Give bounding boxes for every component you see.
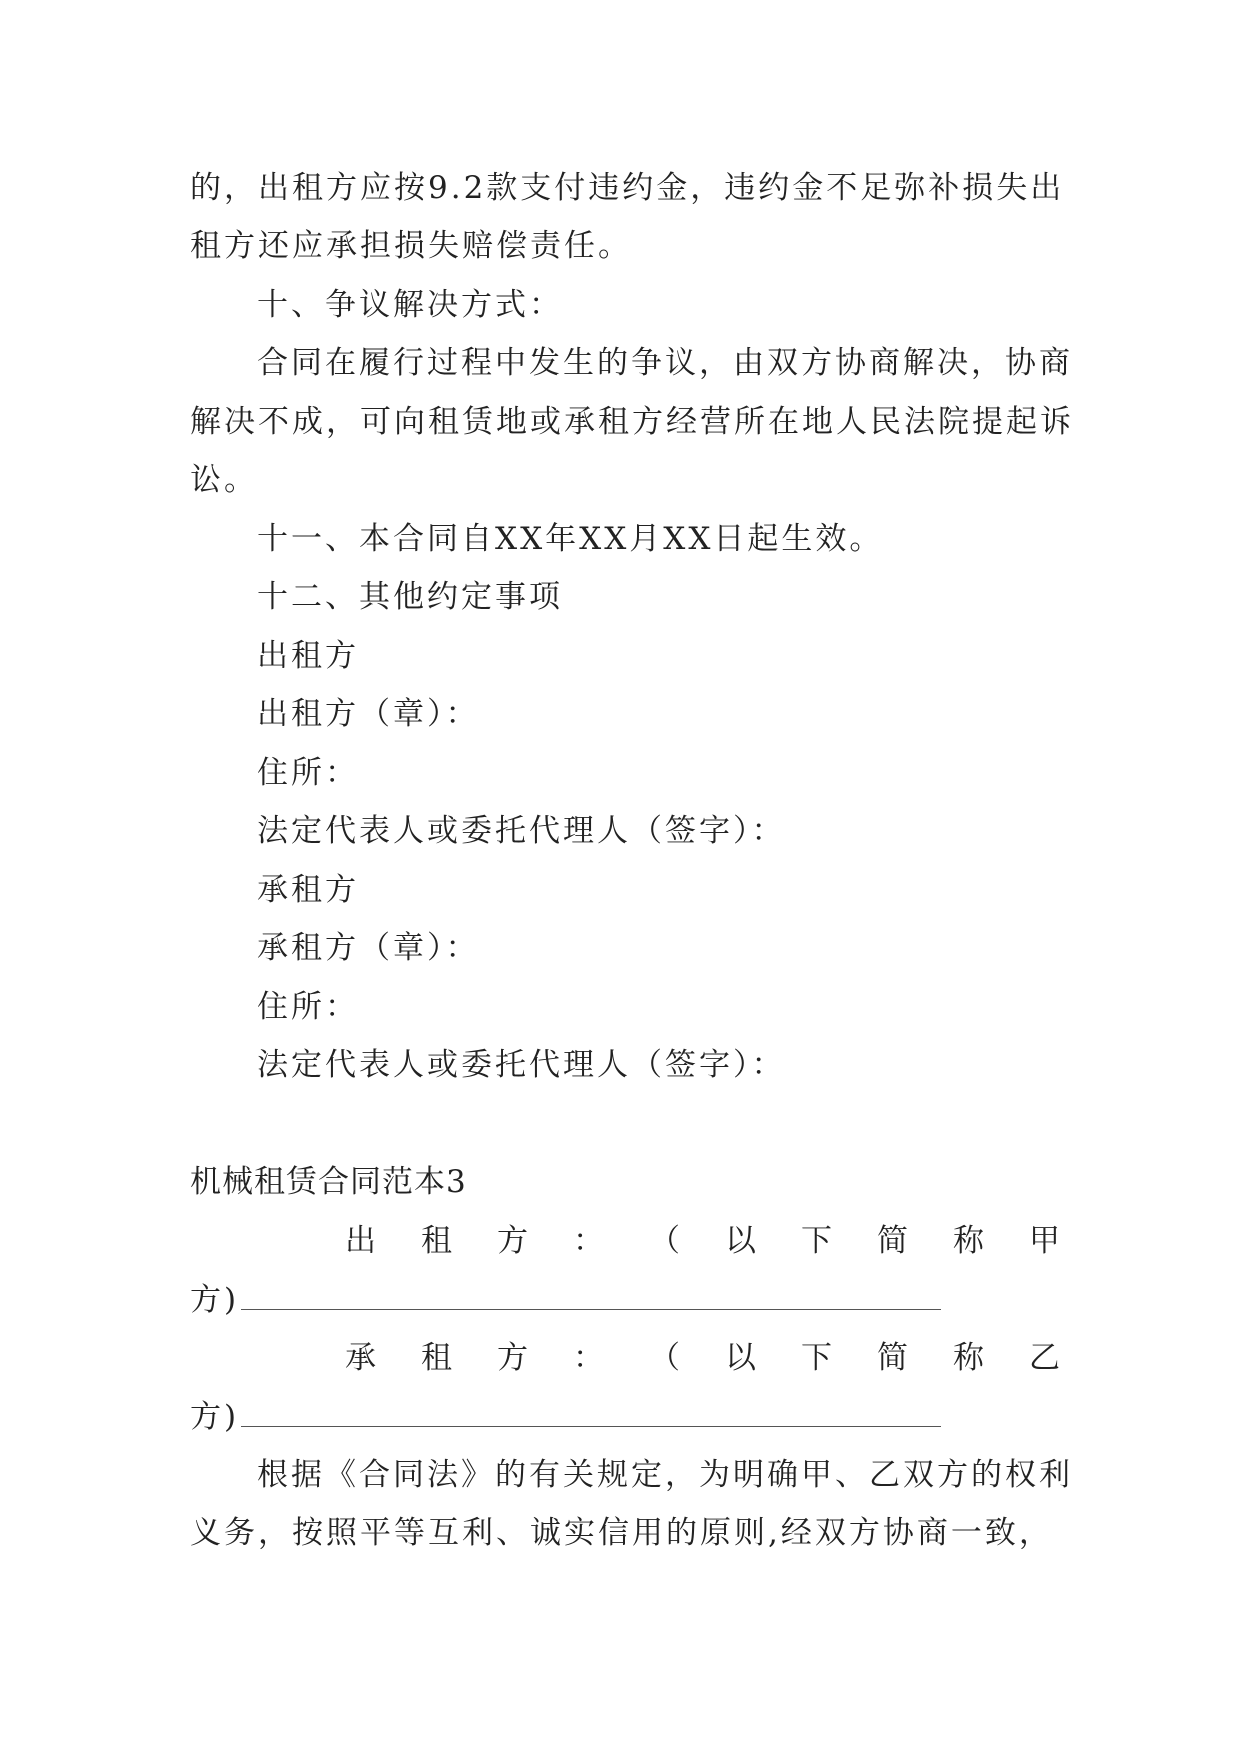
text-line: 解决不成，可向租赁地或承租方经营所在地人民法院提起诉	[190, 404, 1074, 440]
signature-label: 住所：	[257, 989, 359, 1025]
lessor-char: 甲	[1029, 1223, 1060, 1259]
lessor-char: 称	[953, 1223, 984, 1259]
lessee-char: 以	[725, 1340, 756, 1376]
lessee-char: 简	[877, 1340, 908, 1376]
lessor-char: 租	[421, 1223, 452, 1259]
signature-label: 出租方（章）：	[257, 696, 480, 732]
lessee-char: 称	[953, 1340, 984, 1376]
text-line: 合同在履行过程中发生的争议，由双方协商解决，协商	[257, 345, 1073, 381]
lessee-char: 乙	[1029, 1340, 1060, 1376]
lessee-char: 承	[345, 1340, 376, 1376]
signature-label: 住所：	[257, 755, 359, 791]
text-line: 租方还应承担损失赔偿责任。	[190, 228, 632, 264]
lessor-blank-line	[190, 1279, 1060, 1319]
signature-label: 法定代表人或委托代理人（签字）：	[257, 813, 786, 849]
fill-in-blank	[241, 1279, 941, 1310]
lessee-blank-line	[190, 1396, 1060, 1436]
lessor-tail: 方)	[190, 1282, 240, 1318]
signature-label: 法定代表人或委托代理人（签字）：	[257, 1047, 786, 1083]
lessor-char: ：	[573, 1223, 604, 1259]
lessee-char: 下	[801, 1340, 832, 1376]
text-line: 义务，按照平等互利、诚实信用的原则,经双方协商一致，	[190, 1515, 1053, 1551]
lessor-char: 方	[497, 1223, 528, 1259]
lessee-row	[345, 1338, 1060, 1378]
lessor-char: 以	[725, 1223, 756, 1259]
signature-label: 承租方	[257, 872, 359, 908]
lessor-char: 下	[801, 1223, 832, 1259]
text-line: 讼。	[190, 462, 258, 498]
lessee-char: ：	[573, 1340, 604, 1376]
clause-heading: 十二、其他约定事项	[257, 579, 563, 615]
section-title: 机械租赁合同范本3	[190, 1164, 467, 1200]
lessee-char: 租	[421, 1340, 452, 1376]
signature-label: 承租方（章）：	[257, 930, 480, 966]
lessee-char: 方	[497, 1340, 528, 1376]
lessor-char: 简	[877, 1223, 908, 1259]
lessor-char: （	[649, 1223, 680, 1259]
lessee-tail: 方)	[190, 1399, 240, 1435]
fill-in-blank	[241, 1396, 941, 1427]
lessor-char: 出	[345, 1223, 376, 1259]
clause-heading: 十、争议解决方式：	[257, 287, 563, 323]
text-line: 根据《合同法》的有关规定，为明确甲、乙双方的权利	[257, 1457, 1073, 1493]
text-line: 的，出租方应按9.2款支付违约金，违约金不足弥补损失出	[190, 170, 1065, 206]
lessee-char: （	[649, 1340, 680, 1376]
lessor-row	[345, 1221, 1060, 1261]
clause-heading: 十一、本合同自XX年XX月XX日起生效。	[257, 521, 884, 557]
signature-label: 出租方	[257, 638, 359, 674]
